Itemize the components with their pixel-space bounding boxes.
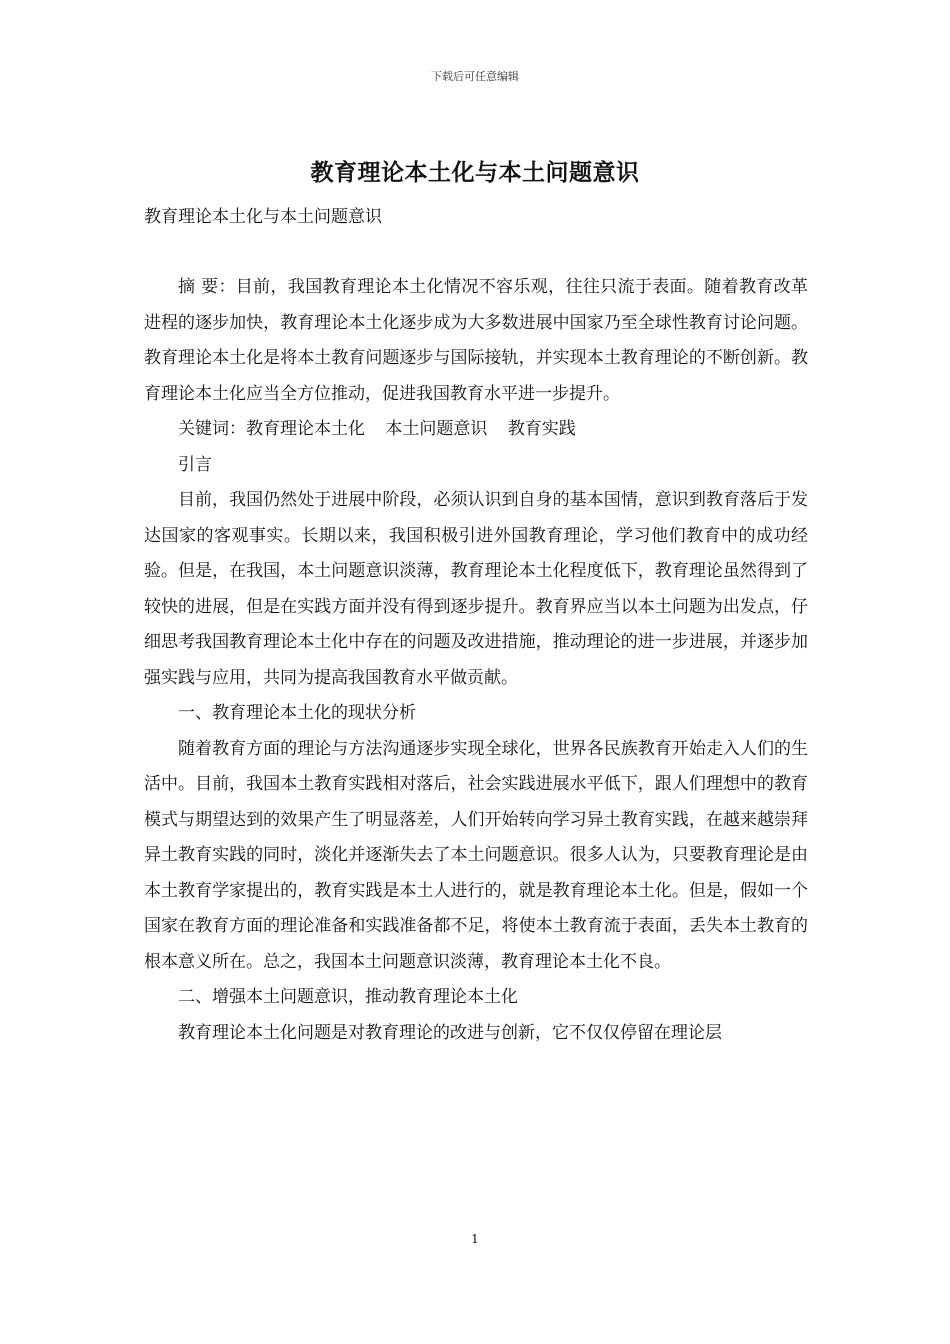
header-note: 下载后可任意编辑: [431, 70, 519, 83]
keyword-item: 教育理论本土化: [246, 419, 365, 439]
section1-heading: 一、教育理论本土化的现状分析: [178, 703, 416, 723]
document-title: 教育理论本土化与本土问题意识: [310, 159, 640, 186]
keyword-item: 教育实践: [507, 419, 576, 439]
document-body: [144, 270, 808, 1051]
section2-paragraph: 教育理论本土化问题是对教育理论的改进与创新，它不仅仅停留在理论层: [178, 1022, 722, 1043]
keywords-label: 关键词：: [178, 419, 246, 439]
intro-paragraph: 目前，我国仍然处于进展中阶段，必须认识到自身的基本国情，意识到教育落后于发达国家的客观事实。长期以来，我国积极引进外国教育理论，学习他们教育中的成功经验。但是，在我国，本土问题意识淡薄，教育理论本土化程度低下，教育理论虽然得到了较快的进展，但是在实践方面并没有得到逐步提升。教育界应当以本土问题为出发点，仔细思考我国教育理论本土化中存在的问题及改进措施，推动理论的进一步进展，并逐步加强实践与应用，共同为提高我国教育水平做贡献。: [144, 490, 808, 688]
keyword-item: 本土问题意识: [385, 419, 488, 439]
intro-heading: 引言: [178, 454, 212, 475]
document-subtitle: 教育理论本土化与本土问题意识: [144, 207, 382, 227]
keywords-line: [144, 412, 808, 448]
page-number: 1: [471, 1232, 479, 1246]
section1-paragraph: 随着教育方面的理论与方法沟通逐步实现全球化，世界各民族教育开始走入人们的生活中。目前，我国本土教育实践相对落后，社会实践进展水平低下，跟人们理想中的教育模式与期望达到的效果产生了明显落差，人们开始转向学习异土教育实践，在越来越崇拜异土教育实践的同时，淡化并逐渐失去了本土问题意识。很多人认为，只要教育理论是由本土教育学家提出的，教育实践是本土人进行的，就是教育理论本土化。但是，假如一个国家在教育方面的理论准备和实践准备都不足，将使本土教育流于表面，丢失本土教育的根本意义所在。总之，我国本土问题意识淡薄，教育理论本土化不良。: [144, 738, 808, 972]
abstract-paragraph: 摘 要：目前，我国教育理论本土化情况不容乐观，往往只流于表面。随着教育改革进程的逐步加快，教育理论本土化逐步成为大多数进展中国家乃至全球性教育讨论问题。教育理论本土化是将本土教育问题逐步与国际接轨，并实现本土教育理论的不断创新。教育理论本土化应当全方位推动，促进我国教育水平进一步提升。: [144, 277, 808, 404]
section2-heading: 二、增强本土问题意识，推动教育理论本土化: [178, 987, 518, 1007]
